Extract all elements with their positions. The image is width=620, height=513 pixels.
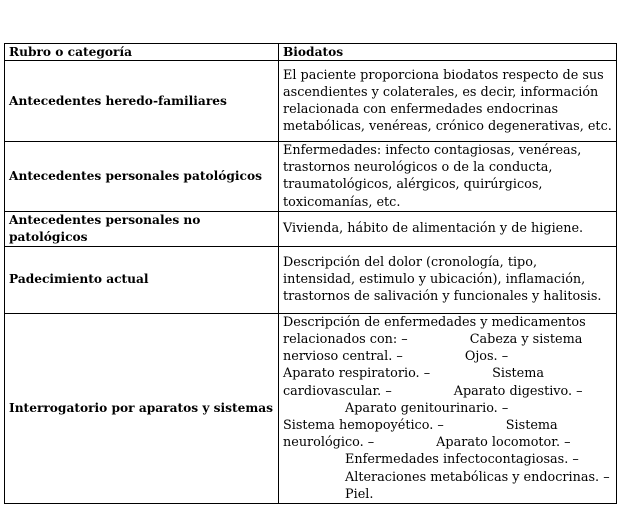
system-item: Aparato respiratorio. — [283, 366, 420, 382]
b11: – — [572, 452, 579, 468]
table-row — [5, 61, 617, 142]
row-description: Enfermedades: infecto contagiosas, venéreas, trastornos neurológicos o de la conducta, traumatológicos, alérgicos, quirúrgicos, toxicomanías, etc. — [279, 142, 617, 212]
row-category: Interrogatorio por aparatos y sistemas — [5, 313, 279, 503]
b7: – — [501, 400, 509, 416]
row-category: Antecedentes heredo-familiares — [5, 61, 279, 142]
b9: – — [367, 435, 375, 451]
system-item: Sistema hemopoyético. — [283, 418, 434, 434]
b1: – — [401, 332, 408, 348]
b8: – — [437, 418, 444, 434]
row-description: Vivienda, hábito de alimentación y de higiene. — [279, 211, 617, 246]
row-category: Antecedentes personales no patológicos — [5, 211, 279, 246]
row-description: Descripción del dolor (cronología, tipo, intensidad, estimulo y ubicación), inflamación, trastornos de salivación y funcionales y halitosis. — [279, 246, 617, 313]
system-item: Aparato genitourinario. — [345, 400, 498, 416]
system-item: Sistema neurológico. — [283, 418, 558, 451]
header-category: Rubro o categoría — [5, 44, 279, 61]
system-item: Aparato digestivo. — [453, 383, 573, 399]
system-item: Sistema cardiovascular. — [283, 366, 545, 399]
system-item: Ojos. — [464, 349, 498, 365]
system-item: Enfermedades infectocontagiosas. — [345, 452, 569, 468]
b4: – — [423, 366, 431, 382]
systems-intro: Descripción de enfermedades y medicamentos relacionados con: — [283, 314, 586, 348]
table-row — [5, 142, 617, 212]
system-item: Cabeza y sistema nervioso central. — [283, 332, 583, 365]
b6: – — [576, 383, 583, 399]
table-row — [5, 246, 617, 313]
system-item: Alteraciones metabólicas y endocrinas. — [345, 469, 600, 485]
b5: – — [385, 383, 392, 399]
b2: – — [396, 349, 403, 365]
row-description: El paciente proporciona biodatos respecto de sus ascendientes y colaterales, es decir, información relacionada con enfermedades endocrinas metabólicas, venéreas, crónico degenerativas, etc. — [279, 61, 617, 142]
b3: – — [501, 349, 509, 365]
header-biodata: Biodatos — [279, 44, 617, 61]
biodata-table — [4, 43, 617, 504]
system-item: Piel. — [345, 486, 374, 502]
table-header-row — [5, 44, 617, 61]
row-category: Antecedentes personales patológicos — [5, 142, 279, 212]
b12: – — [603, 469, 610, 485]
row-category: Padecimiento actual — [5, 246, 279, 313]
b10: – — [564, 435, 571, 451]
row-description-systems — [279, 313, 617, 503]
table-row — [5, 313, 617, 503]
table-row — [5, 211, 617, 246]
system-item: Aparato locomotor. — [436, 435, 561, 451]
